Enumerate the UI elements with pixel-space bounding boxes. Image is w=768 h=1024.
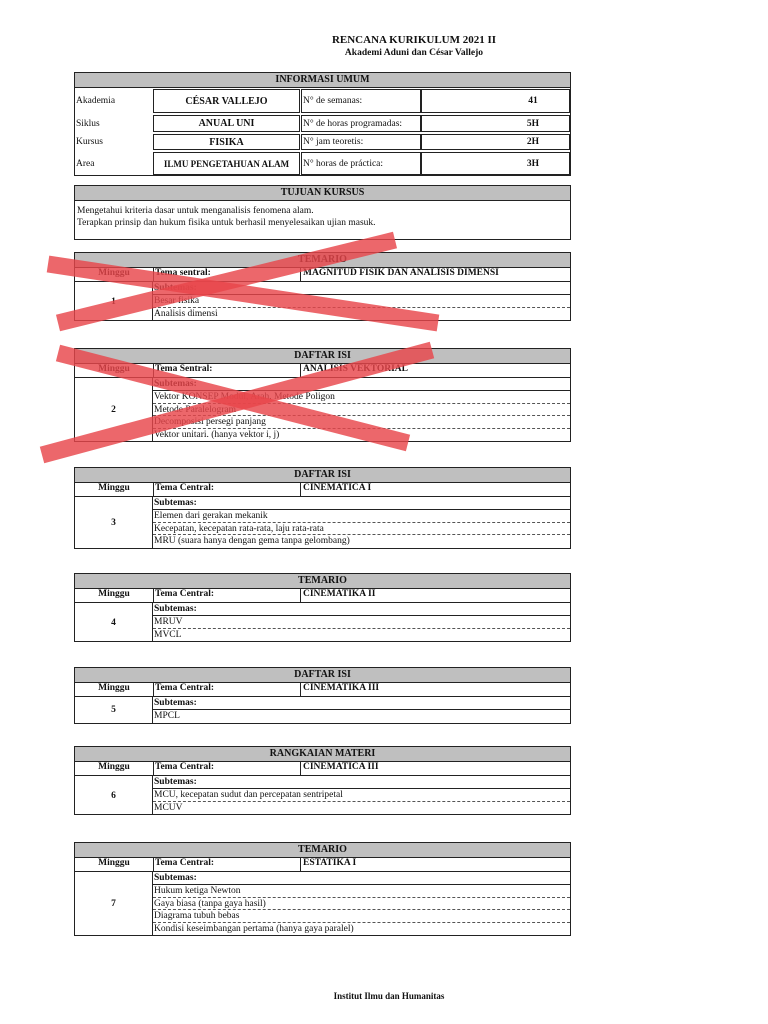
subtopic-item: Elemen dari gerakan mekanik [153, 510, 570, 523]
tema-value: CINEMATIKA II [303, 589, 376, 599]
subtopic-item: Vektor unitari. (hanya vektor i, j) [154, 429, 280, 440]
subtopic-item: Vektor KONSEP Modul, Arah. Metode Poligon [153, 391, 570, 404]
info-label: Area [76, 158, 95, 169]
subtopic-item: Metode Paralelogram [153, 404, 570, 417]
goal-line: Terapkan prinsip dan hukum fisika untuk berhasil menyelesaikan ujian masuk. [77, 218, 376, 228]
info-number: 5H [421, 115, 570, 132]
syllabus-table [74, 573, 571, 642]
syllabus-table [74, 842, 571, 936]
info-value: ANUAL UNI [153, 115, 300, 132]
info-label-2: N° horas de práctica: [301, 152, 421, 175]
tema-label: Tema Central: [153, 858, 301, 871]
info-row [75, 115, 570, 132]
tema-label: Tema Sentral: [153, 364, 301, 377]
info-number: 41 [421, 89, 570, 113]
document-title: RENCANA KURIKULUM 2021 II [331, 34, 497, 46]
minggu-label: Minggu [98, 483, 130, 493]
subtemas-label: Subtemas: [153, 497, 570, 510]
info-row [75, 134, 570, 150]
minggu-label: Minggu [98, 683, 130, 693]
week-number: 1 [75, 282, 153, 321]
subtopic-item: Besar fisika [153, 295, 570, 308]
subtopic-item: MPCL [154, 711, 180, 721]
minggu-label: Minggu [98, 589, 130, 599]
subtemas-label: Subtemas: [153, 378, 570, 391]
info-value: CÉSAR VALLEJO [153, 89, 300, 113]
week-number: 2 [75, 378, 153, 442]
info-label: Akademia [76, 96, 116, 106]
tema-label: Tema Central: [153, 589, 301, 602]
week-number: 7 [75, 872, 153, 936]
tema-label: Tema Central: [153, 483, 301, 496]
tema-value: ESTATIKA I [303, 858, 357, 868]
table-header: RANGKAIAN MATERI [75, 747, 570, 762]
syllabus-table [74, 746, 571, 815]
subtemas-label: Subtemas: [153, 872, 570, 885]
syllabus-table [74, 252, 571, 321]
subtopic-item: Diagrama tubuh bebas [153, 910, 570, 923]
week-number: 6 [75, 776, 153, 815]
info-number: 2H [421, 134, 570, 150]
week-number: 3 [75, 497, 153, 549]
subtopic-item: Decomposisi persegi panjang [153, 416, 570, 429]
subtemas-label: Subtemas: [153, 603, 570, 616]
subtopic-item: Analisis dimensi [154, 308, 218, 319]
table-header: TEMARIO [75, 574, 570, 589]
subtopic-item: MCUV [154, 802, 183, 813]
tema-value: ANALISIS VEKTORIAL [303, 364, 408, 374]
info-label: Siklus [76, 118, 100, 129]
table-header: DAFTAR ISI [75, 668, 570, 683]
info-label-2: N° jam teoretis: [301, 134, 421, 150]
goal-table [74, 185, 571, 240]
subtemas-label: Subtemas: [153, 776, 570, 789]
subtemas-label: Subtemas: [153, 697, 570, 710]
tema-row [75, 858, 570, 872]
info-header: INFORMASI UMUM [75, 73, 570, 88]
tema-row [75, 762, 570, 776]
info-number: 3H [421, 152, 570, 175]
tema-row [75, 589, 570, 603]
table-header: TEMARIO [75, 843, 570, 858]
info-label: Kursus [76, 137, 103, 147]
table-header: TEMARIO [75, 253, 570, 268]
subtopic-item: Kecepatan, kecepatan rata-rata, laju rata-rata [153, 523, 570, 536]
info-value: FISIKA [153, 134, 300, 150]
subtopic-item: MCU, kecepatan sudut dan percepatan sentripetal [153, 789, 570, 802]
info-row [75, 89, 570, 113]
subtopic-item: Gaya biasa (tanpa gaya hasil) [153, 898, 570, 911]
tema-row [75, 364, 570, 378]
info-label-2: N° de horas programadas: [301, 115, 421, 132]
minggu-label: Minggu [98, 858, 130, 868]
footer-text: Institut Ilmu dan Humanitas [333, 991, 445, 1001]
tema-label: Tema Central: [153, 683, 301, 696]
goal-line: Mengetahui kriteria dasar untuk menganalisis fenomena alam. [77, 206, 314, 216]
tema-row [75, 683, 570, 697]
document-subtitle: Akademi Aduni dan César Vallejo [344, 48, 484, 58]
subtopic-item: Hukum ketiga Newton [153, 885, 570, 898]
info-value: ILMU PENGETAHUAN ALAM [153, 152, 300, 175]
goal-header: TUJUAN KURSUS [75, 186, 570, 201]
table-header: DAFTAR ISI [75, 349, 570, 364]
table-header: DAFTAR ISI [75, 468, 570, 483]
subtemas-label: Subtemas: [153, 282, 570, 295]
info-row [75, 152, 570, 175]
minggu-label: Minggu [98, 268, 130, 278]
tema-label: Tema sentral: [153, 268, 301, 281]
tema-row [75, 268, 570, 282]
subtopic-item: MRUV [153, 616, 570, 629]
week-number: 4 [75, 603, 153, 642]
tema-value: CINEMATICA III [303, 762, 379, 772]
minggu-label: Minggu [98, 364, 130, 374]
tema-label: Tema Central: [153, 762, 301, 775]
subtopic-item: Kondisi keseimbangan pertama (hanya gaya paralel) [154, 923, 354, 934]
tema-row [75, 483, 570, 497]
week-number: 5 [75, 697, 153, 724]
syllabus-table [74, 467, 571, 549]
info-table [74, 72, 571, 176]
tema-value: MAGNITUD FISIK DAN ANALISIS DIMENSI [303, 268, 499, 278]
syllabus-table [74, 348, 571, 442]
minggu-label: Minggu [98, 762, 130, 772]
subtopic-item: MRU (suara hanya dengan gema tanpa gelombang) [154, 536, 350, 547]
subtopic-item: MVCL [154, 629, 182, 640]
info-label-2: N° de semanas: [301, 89, 421, 113]
goal-text [75, 201, 570, 229]
tema-value: CINEMATIKA III [303, 683, 380, 693]
tema-value: CINEMATICA I [303, 483, 372, 493]
syllabus-table [74, 667, 571, 724]
